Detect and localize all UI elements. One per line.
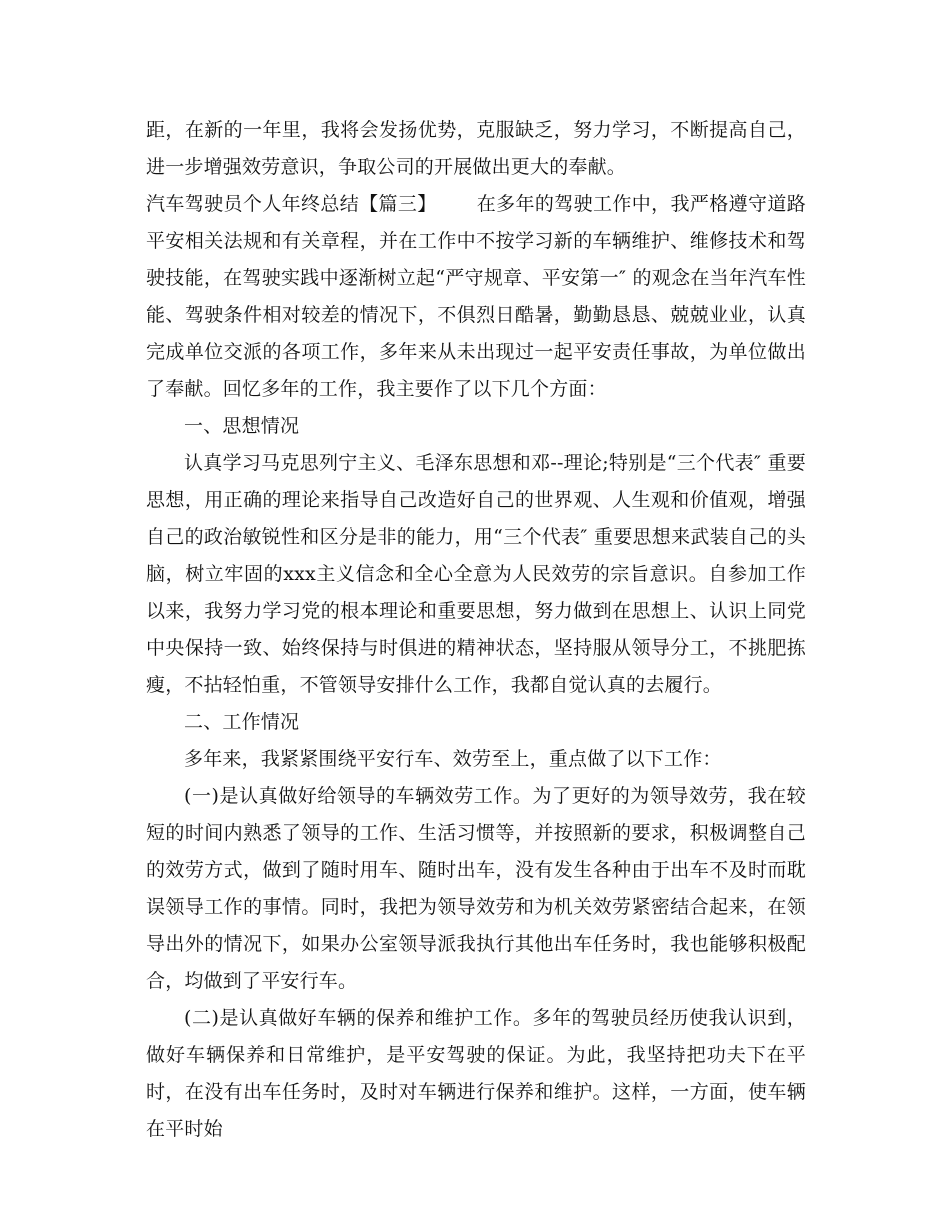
paragraph-thinking: 认真学习马克思列宁主义、毛泽东思想和邓--理论;特别是“三个代表″ 重要思想，用正确的理论来指导自己改造好自己的世界观、人生观和价值观，增强自己的政治敏锐性和区分是非的能力，用“三个代表″ 重要思想来武装自己的头脑，树立牢固的xxx主义信念和全心全意为人民效劳的宗旨意识。自参加工作以来，我努力学习党的根本理论和重要思想，努力做到在思想上、认识上同党中央保持一致、始终保持与时俱进的精神状态，坚持服从领导分工，不挑肥拣瘦，不拈轻怕重，不管领导安排什么工作，我都自觉认真的去履行。 (146, 452, 806, 696)
paragraph-work-item-2: (二)是认真做好车辆的保养和维护工作。多年的驾驶员经历使我认识到，做好车辆保养和日常维护，是平安驾驶的保证。为此，我坚持把功夫下在平时，在没有出车任务时，及时对车辆进行保养和维护。这样，一方面，使车辆在平时始 (146, 1007, 806, 1140)
section-title: 汽车驾驶员个人年终总结【篇三】 (146, 193, 437, 215)
paragraph-1: 距，在新的一年里，我将会发扬优势，克服缺乏，努力学习，不断提高自己，进一步增强效劳意识，争取公司的开展做出更大的奉献。 (146, 119, 806, 178)
paragraph-2-text: 在多年的驾驶工作中，我严格遵守道路平安相关法规和有关章程，并在工作中不按学习新的车辆维护、维修技术和驾驶技能，在驾驶实践中逐渐树立起“严守规章、平安第一″ 的观念在当年汽车性能、驾驶条件相对较差的情况下，不俱烈日酷暑，勤勤恳恳、兢兢业业，认真完成单位交派的各项工作，多年来从未出现过一起平安责任事故，为单位做出了奉献。回忆多年的工作，我主要作了以下几个方面： (146, 193, 806, 400)
paragraph-work-intro: 多年来，我紧紧围绕平安行车、效劳至上，重点做了以下工作： (184, 748, 722, 770)
heading-thinking: 一、思想情况 (184, 415, 300, 437)
paragraph-2 (146, 186, 806, 408)
heading-work: 二、工作情况 (184, 711, 300, 733)
document-body (146, 112, 806, 1148)
paragraph-work-item-1: (一)是认真做好给领导的车辆效劳工作。为了更好的为领导效劳，我在较短的时间内熟悉了领导的工作、生活习惯等，并按照新的要求，积极调整自己的效劳方式，做到了随时用车、随时出车，没有发生各种由于出车不及时而耽误领导工作的事情。同时，我把为领导效劳和为机关效劳紧密结合起来，在领导出外的情况下，如果办公室领导派我执行其他出车任务时，我也能够积极配合，均做到了平安行车。 (146, 785, 806, 992)
